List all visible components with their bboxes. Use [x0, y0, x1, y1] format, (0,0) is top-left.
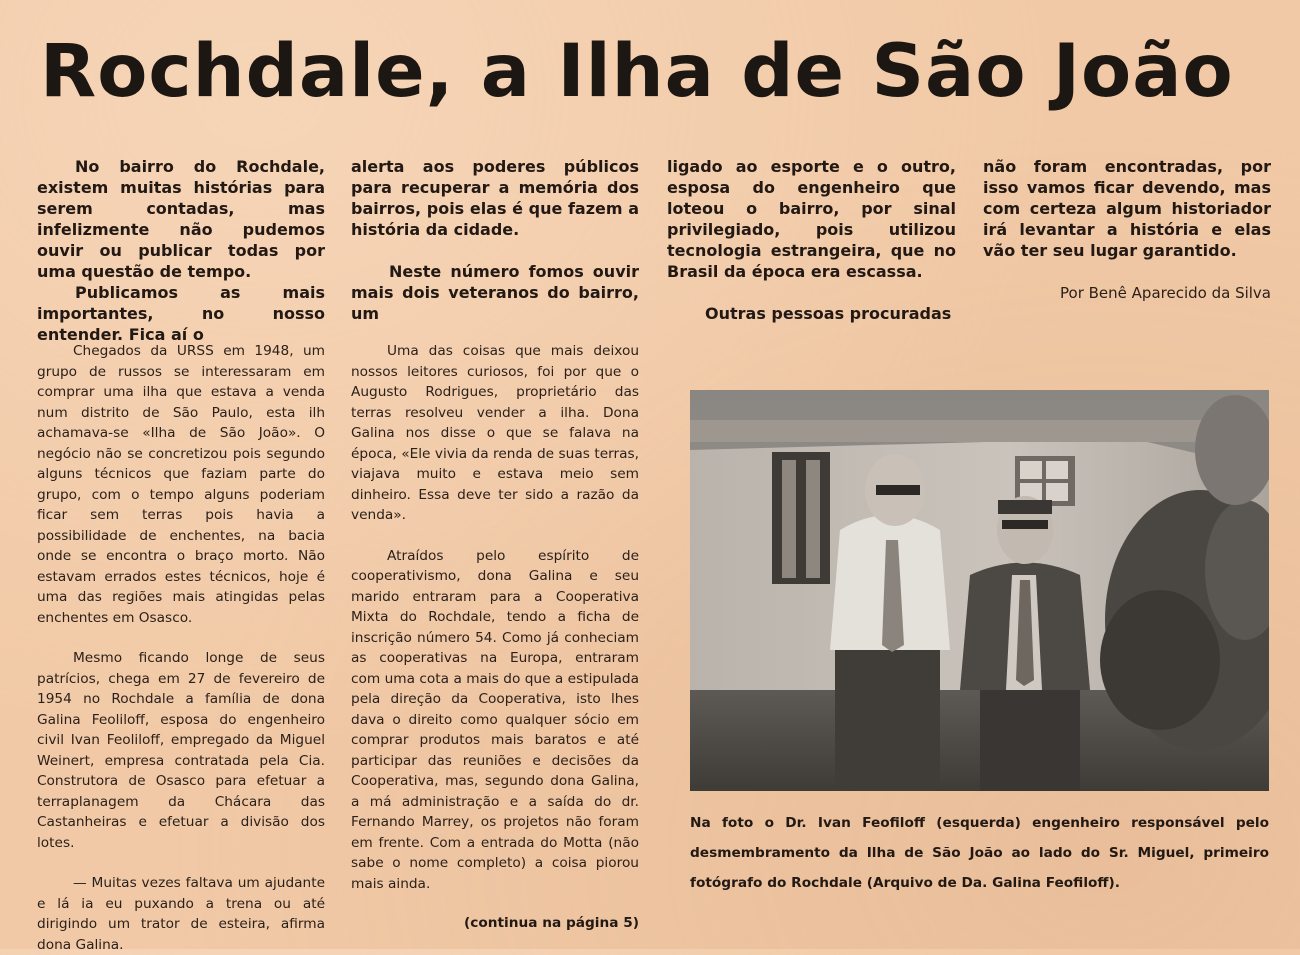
body-column-1 [37, 341, 325, 955]
continued-on-page-note: (continua na página 5) [463, 915, 639, 931]
lead-paragraph: Neste número fomos ouvir mais dois veteranos do bairro, um [351, 262, 639, 323]
lead-column-1 [37, 156, 325, 345]
body-paragraph: Uma das coisas que mais deixou nossos leitores curiosos, foi por que o Augusto Rodrigues, proprietário das terras resolveu vender a ilha. Dona Galina nos disse o que se falava na época, «Ele vivia da renda de suas terras, viajava muito e estava meio sem dinheiro. Essa deve ter sido a razão da venda». [351, 343, 639, 523]
house-window-left [772, 452, 830, 584]
lead-paragraph: Publicamos as mais importantes, no nosso entender. Fica aí o [37, 283, 325, 344]
lead-column-3 [667, 156, 956, 324]
lead-paragraph: No bairro do Rochdale, existem muitas histórias para serem contadas, mas infelizmente não pudemos ouvir ou publicar todas por uma questão de tempo. [37, 157, 325, 281]
body-paragraph: Chegados da URSS em 1948, um grupo de russos se interessaram em comprar uma ilha que estava a venda num distrito de São Paulo, esta ilh achamava-se «Ilha de São João». O negócio não se concretizou pois segundo alguns técnicos que faziam parte do grupo, com o tempo alguns poderiam ficar sem terras pois havia a possibilidade de enchentes, na bacia onde se encontra o braço morto. Não estavam errados estes técnicos, hoje é uma das regiões mais atingidas pelas enchentes em Osasco. [37, 343, 325, 626]
paragraph-gap [667, 282, 956, 303]
lead-column-2 [351, 156, 639, 324]
lead-paragraph: alerta aos poderes públicos para recuperar a memória dos bairros, pois elas é que fazem a história da cidade. [351, 157, 639, 239]
body-paragraph: Mesmo ficando longe de seus patrícios, chega em 27 de fevereiro de 1954 no Rochdale a família de dona Galina Feoliloff, esposa do engenheiro civil Ivan Feoliloff, empregado da Miguel Weinert, empresa contratada pela Cia. Construtora de Osasco para efetuar a terraplanagem da Chácara das Castanheiras e efetuar a divisão dos lotes. [37, 650, 325, 851]
house-roof-edge [690, 420, 1269, 442]
headline: Rochdale, a Ilha de São João [40, 29, 1234, 114]
archive-photo [690, 390, 1269, 791]
lead-paragraph: não foram encontradas, por isso vamos ficar devendo, mas com certeza algum historiador irá levantar a história e elas vão ter seu lugar garantido. [983, 157, 1271, 260]
lead-paragraph: ligado ao esporte e o outro, esposa do engenheiro que loteou o bairro, por sinal privilegiado, pois utilizou tecnologia estrangeira, que no Brasil da época era escassa. [667, 157, 956, 281]
lead-paragraph: Outras pessoas procuradas [705, 304, 952, 323]
lead-column-4 [983, 156, 1271, 261]
body-column-2 [351, 341, 639, 894]
byline: Por Benê Aparecido da Silva [1060, 284, 1271, 302]
photo-caption: Na foto o Dr. Ivan Feofiloff (esquerda) engenheiro responsável pelo desmembramento da Ilha de São João ao lado do Sr. Miguel, primeiro fotógrafo do Rochdale (Arquivo de Da. Galina Feofiloff). [690, 815, 1269, 891]
body-paragraph: Atraídos pelo espírito de cooperativismo, dona Galina e seu marido entraram para a Cooperativa Mixta do Rochdale, tendo a ficha de inscrição número 54. Como já conheciam as cooperativas na Europa, entraram com uma cota a mais do que a estipulada pela direção da Cooperativa, isto lhes dava o direito como qualquer sócio em comprar produtos mais baratos e até participar das reuniões e decisões da Cooperativa, mas, segundo dona Galina, a má administração e a saída do dr. Fernando Marrey, os projetos não foram em frente. Com a entrada do Motta (não sabe o nome completo) a coisa piorou mais ainda. [351, 547, 639, 892]
paragraph-gap [351, 240, 639, 261]
body-paragraph: — Muitas vezes faltava um ajudante e lá ia eu puxando a trena ou até dirigindo um trator de esteira, afirma dona Galina. [37, 875, 325, 953]
